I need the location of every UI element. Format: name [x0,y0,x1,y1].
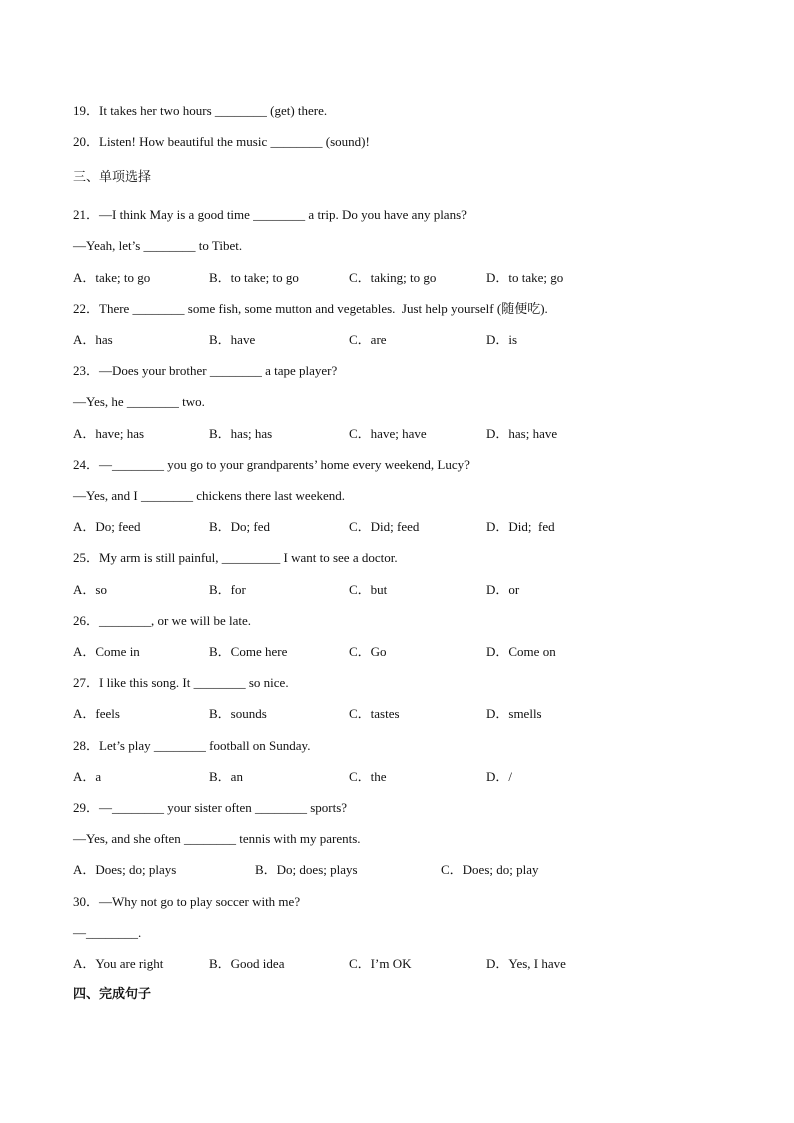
question-20: 20．Listen! How beautiful the music ________ (sound)! [73,134,370,149]
question-23-response: —Yes, he ________ two. [73,394,205,409]
question-30-response: —________. [73,925,142,940]
option-c[interactable]: C．I’m OK [349,956,412,971]
option-c[interactable]: C．are [349,332,387,347]
question-30-stem: 30．—Why not go to play soccer with me? [73,894,301,909]
question-24-options [73,519,713,535]
option-a[interactable]: A．has [73,332,113,347]
option-a[interactable]: A．a [73,769,102,784]
question-21-options [73,270,713,286]
question-25-options [73,582,713,598]
option-a[interactable]: A．feels [73,706,120,721]
option-c[interactable]: C．taking; to go [349,270,437,285]
option-d[interactable]: D．Come on [486,644,556,659]
option-c[interactable]: C．Go [349,644,387,659]
option-b[interactable]: B．sounds [209,706,267,721]
question-25-stem: 25．My arm is still painful, _________ I want to see a doctor. [73,550,398,565]
question-30-options [73,956,713,972]
option-b[interactable]: B．Do; fed [209,519,271,534]
question-27-options [73,706,713,722]
option-d[interactable]: D．is [486,332,518,347]
option-d[interactable]: D．Did; fed [486,519,555,534]
question-28-options [73,769,713,785]
option-d[interactable]: D．has; have [486,426,558,441]
option-a[interactable]: A．take; to go [73,270,151,285]
question-29-stem: 29．—________ your sister often ________ sports? [73,800,348,815]
question-28-stem: 28．Let’s play ________ football on Sunday. [73,738,311,753]
question-22-options [73,332,713,348]
option-d[interactable]: D．or [486,582,520,597]
question-24-response: —Yes, and I ________ chickens there last weekend. [73,488,345,503]
option-b[interactable]: B．Come here [209,644,288,659]
question-21-stem: 21．—I think May is a good time ________ a trip. Do you have any plans? [73,207,467,222]
question-26-options [73,644,713,660]
option-c[interactable]: C．Did; feed [349,519,420,534]
option-c[interactable]: C．tastes [349,706,400,721]
option-a[interactable]: A．You are right [73,956,164,971]
option-a[interactable]: A．Does; do; plays [73,862,177,877]
question-24-stem: 24．—________ you go to your grandparents’ home every weekend, Lucy? [73,457,470,472]
option-b[interactable]: B．Do; does; plays [255,862,358,877]
question-27-stem: 27．I like this song. It ________ so nice. [73,675,289,690]
question-22-stem: 22．There ________ some fish, some mutton and vegetables. Just help yourself (随便吃). [73,301,548,316]
section-heading-complete-sentences: 四、完成句子 [73,987,152,1002]
option-a[interactable]: A．Do; feed [73,519,141,534]
question-23-options [73,426,713,442]
option-c[interactable]: C．but [349,582,388,597]
option-d[interactable]: D．/ [486,769,513,784]
option-b[interactable]: B．have [209,332,256,347]
option-a[interactable]: A．have; has [73,426,145,441]
option-b[interactable]: B．Good idea [209,956,285,971]
option-c[interactable]: C．the [349,769,387,784]
option-c[interactable]: C．have; have [349,426,427,441]
question-23-stem: 23．—Does your brother ________ a tape player? [73,363,338,378]
option-b[interactable]: B．to take; to go [209,270,299,285]
option-b[interactable]: B．an [209,769,243,784]
option-a[interactable]: A．so [73,582,107,597]
option-d[interactable]: D．to take; go [486,270,564,285]
question-26-stem: 26．________, or we will be late. [73,613,251,628]
section-heading-single-choice: 三、单项选择 [73,169,152,184]
question-19: 19．It takes her two hours ________ (get) there. [73,103,328,118]
option-b[interactable]: B．has; has [209,426,273,441]
question-21-response: —Yeah, let’s ________ to Tibet. [73,238,243,253]
question-29-response: —Yes, and she often ________ tennis with my parents. [73,831,361,846]
option-c[interactable]: C．Does; do; play [441,862,539,877]
option-a[interactable]: A．Come in [73,644,140,659]
question-29-options [73,862,713,878]
option-d[interactable]: D．Yes, I have [486,956,566,971]
option-d[interactable]: D．smells [486,706,542,721]
option-b[interactable]: B．for [209,582,246,597]
